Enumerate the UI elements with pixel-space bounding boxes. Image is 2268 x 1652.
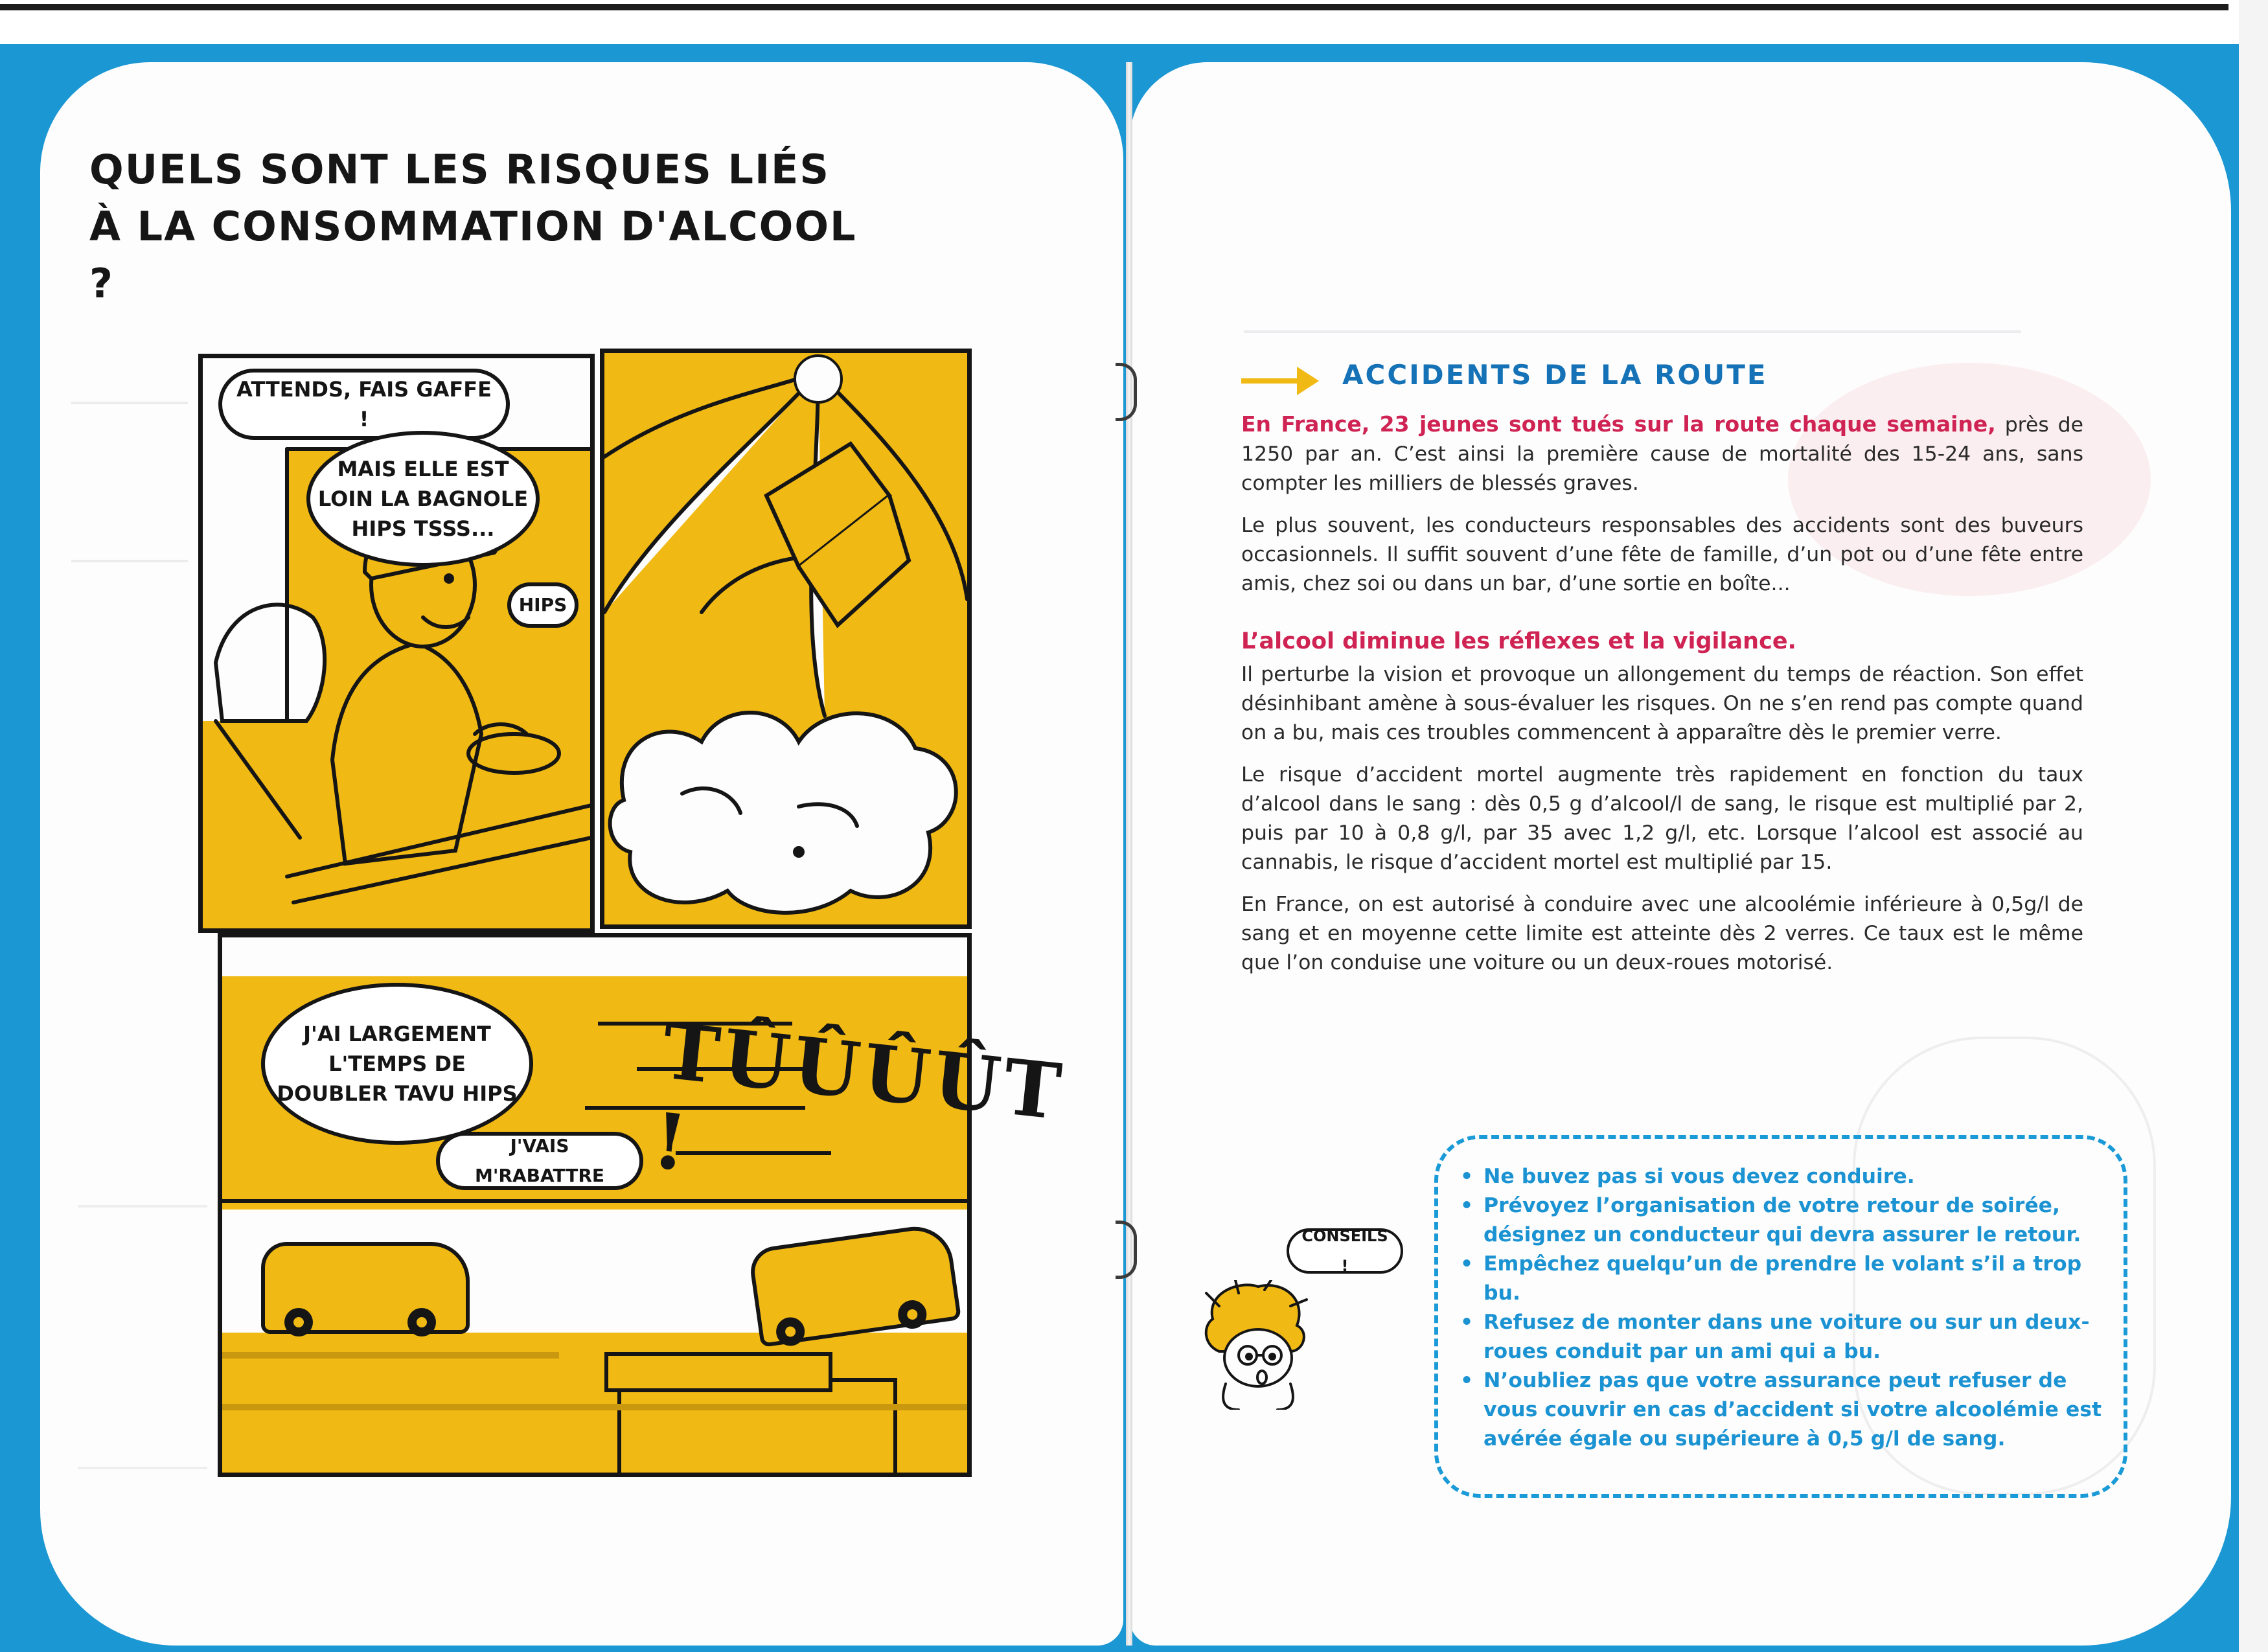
road-illustration [604, 353, 967, 924]
page-title-line: QUELS SONT LES RISQUES LIÉS [89, 146, 830, 193]
comic-panel-driver [198, 354, 595, 933]
advisor-character-illustration [1200, 1280, 1310, 1410]
scan-right-edge [2239, 0, 2268, 1652]
lead-highlight: En France, 23 jeunes sont tués sur la route chaque semaine, [1241, 411, 1996, 437]
show-through-shape [71, 402, 188, 562]
speech-bubble: MAIS ELLE EST LOIN LA BAGNOLE HIPS TSSS... [306, 431, 540, 567]
paragraph: Le risque d’accident mortel augmente très rapidement en fonction du taux d’alcool dans le sang : dès 0,5 g d’alcool/l de sang, le risque est multiplié par 2, puis par 10 à 0,8 g/l, par 35 avec 1,2 g/l, etc. Lorsque l’alcool est associé au cannabis, le risque d’accident mortel est multiplié par 15. [1241, 763, 2083, 874]
advice-item: • N’oubliez pas que votre assurance peut refuser de vous couvrir en cas d’accident si votre alcoolémie est avérée égale ou supérieure à 0,5 g/l de sang. [1460, 1366, 2114, 1454]
sound-effect-honk: TÛÛÛÛT ! [648, 1005, 1070, 1189]
advice-item: • Empêchez quelqu’un de prendre le volant s’il a trop bu. [1460, 1250, 2114, 1308]
advice-item: • Refusez de monter dans une voiture ou sur un deux-roues conduit par un ami qui a bu. [1460, 1308, 2114, 1366]
speech-bubble: HIPS [507, 582, 578, 628]
advice-item: • Prévoyez l’organisation de votre retour de soirée, désignez un conducteur qui devra assurer le retour. [1460, 1191, 2114, 1250]
car-left [261, 1242, 470, 1334]
lead-paragraph [1241, 409, 2083, 498]
article-body [1241, 409, 2083, 991]
advice-list [1460, 1162, 2114, 1454]
sub-heading: L’alcool diminue les réflexes et la vigilance. [1241, 628, 1796, 654]
comic-strip [192, 349, 1070, 1502]
speech-bubble: ATTENDS, FAIS GAFFE ! [218, 369, 510, 440]
staple-bottom [1116, 1221, 1137, 1279]
show-through-shape [78, 1205, 207, 1469]
section-heading [1232, 355, 1815, 400]
arrow-icon [1241, 378, 1306, 384]
advice-item: • Ne buvez pas si vous devez conduire. [1460, 1162, 2114, 1191]
paragraph: Il perturbe la vision et provoque un allongement du temps de réaction. Son effet désinhibant amène à sous-évaluer les risques. On ne s’en rend pas compte quand on a bu, mais ces troubles commencent à apparaître dès le premier verre. [1241, 663, 2083, 744]
scan-shadow-line [0, 4, 2228, 10]
arrow-head-icon [1297, 367, 1319, 395]
paragraph: Le plus souvent, les conducteurs responsables des accidents sont des buveurs occasionnels. Il suffit souvent d’une fête de famille, d’un pot ou d’une fête entre amis, chez soi ou dans un bar, d’une sortie en boîte... [1241, 514, 2083, 595]
truck-roof [604, 1352, 832, 1392]
page-title [89, 141, 867, 312]
center-fold [1126, 62, 1132, 1646]
comic-panel-road [600, 349, 972, 929]
show-through-shape [1244, 285, 2021, 333]
section-title: ACCIDENTS DE LA ROUTE [1342, 359, 1768, 391]
speech-bubble: J'AI LARGEMENT L'TEMPS DE DOUBLER TAVU HIPS [261, 983, 533, 1145]
truck [617, 1378, 897, 1477]
page-title-line: À LA CONSOMMATION D'ALCOOL ? [89, 203, 857, 307]
staple-top [1116, 363, 1137, 421]
speech-bubble-advice: CONSEILS ! [1287, 1228, 1403, 1274]
speech-bubble: J'VAIS M'RABATTRE [436, 1132, 643, 1190]
paragraph: En France, on est autorisé à conduire avec une alcoolémie inférieure à 0,5g/l de sang et en moyenne cette limite est atteinte dès 2 verres. Ce taux est le même que l’on conduise une voiture ou un deux-roues motorisé. [1241, 893, 2083, 974]
lead-text: près de 1250 par an. C’est ainsi la première cause de mortalité des 15-24 ans, sans compter les milliers de blessés graves. [1241, 413, 2083, 495]
